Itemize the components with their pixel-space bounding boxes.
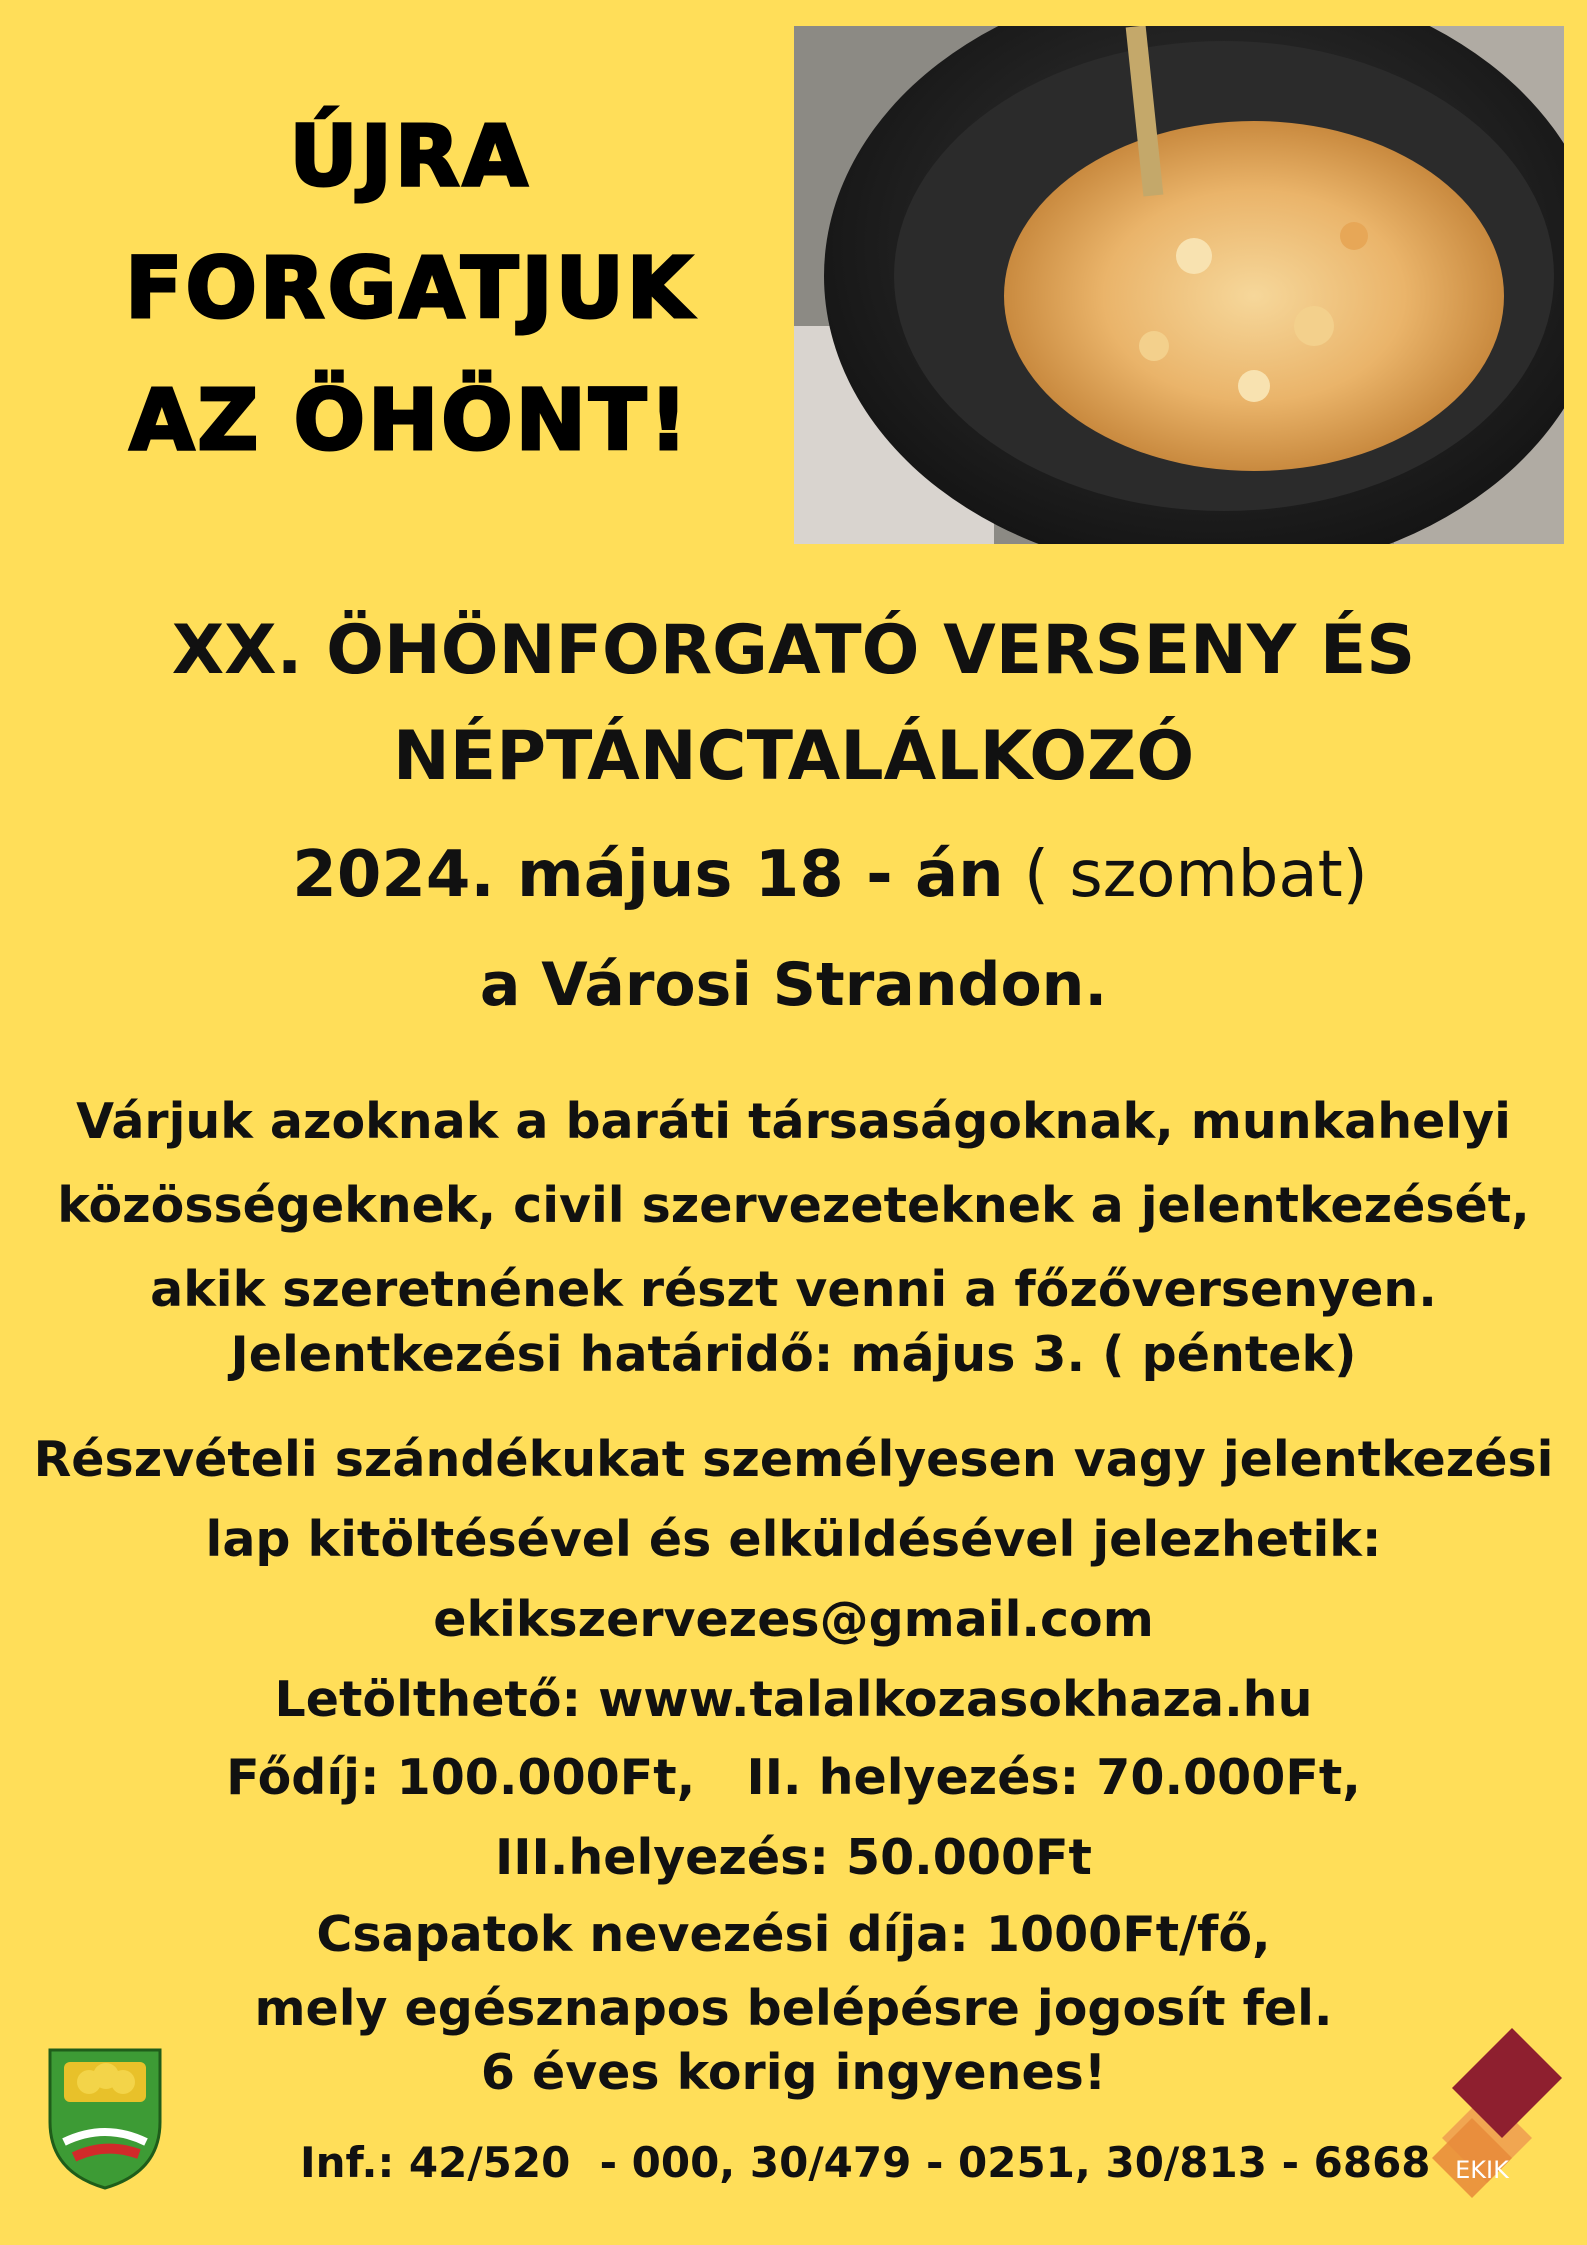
cauldron-image bbox=[794, 26, 1564, 544]
cauldron-photo bbox=[794, 26, 1564, 544]
download-link[interactable]: Letölthető: www.talalkozasokhaza.hu bbox=[274, 1671, 1313, 1728]
headline-line-1: ÚJRA bbox=[289, 107, 531, 205]
application-line: Részvételi szándékukat személyesen vagy jelentkezési bbox=[33, 1431, 1554, 1488]
event-venue: a Városi Strandon. bbox=[479, 950, 1108, 1020]
free-entry-note: 6 éves korig ingyenes! bbox=[480, 2044, 1107, 2101]
invitation-line: Várjuk azoknak a baráti társaságoknak, munkahelyi bbox=[76, 1093, 1511, 1150]
event-date-day: ( szombat) bbox=[1003, 838, 1368, 912]
invitation-line: közösségeknek, civil szervezeteknek a jelentkezését, bbox=[57, 1177, 1530, 1234]
ekik-logo bbox=[1412, 2018, 1572, 2208]
application-line: lap kitöltésével és elküldésével jelezhetik: bbox=[205, 1511, 1382, 1568]
headline bbox=[60, 90, 760, 486]
headline-line-3: AZ ÖHÖNT! bbox=[129, 371, 691, 469]
application-deadline: Jelentkezési határidő: május 3. ( péntek) bbox=[230, 1326, 1357, 1383]
contact-phones: Inf.: 42/520 - 000, 30/479 - 0251, 30/813 - 6868 bbox=[300, 2138, 1431, 2187]
ekik-logo-icon bbox=[1412, 2018, 1572, 2208]
event-title-line-2: NÉPTÁNCTALÁLKOZÓ bbox=[392, 717, 1195, 796]
event-title-line-1: XX. ÖHÖNFORGATÓ VERSENY ÉS bbox=[171, 611, 1416, 690]
prizes-line-2: III.helyezés: 50.000Ft bbox=[495, 1829, 1092, 1886]
entry-fee-line-1: Csapatok nevezési díja: 1000Ft/fő, bbox=[316, 1906, 1271, 1963]
prizes bbox=[0, 1738, 1587, 1898]
entry-fee-line-2: mely egésznapos belépésre jogosít fel. bbox=[254, 1980, 1333, 2037]
event-title bbox=[0, 598, 1587, 810]
event-date-main: 2024. május 18 - án bbox=[292, 838, 1004, 912]
headline-line-2: FORGATJUK bbox=[125, 239, 695, 337]
event-date bbox=[280, 838, 1380, 912]
crest-icon bbox=[44, 2042, 166, 2192]
entry-fee bbox=[0, 1898, 1587, 2046]
prizes-line-1: Fődíj: 100.000Ft, II. helyezés: 70.000Ft, bbox=[226, 1749, 1361, 1806]
invitation-text bbox=[0, 1080, 1587, 1332]
contact-email[interactable]: ekikszervezes@gmail.com bbox=[433, 1591, 1154, 1648]
town-crest-logo bbox=[44, 2042, 166, 2192]
invitation-line: akik szeretnének részt venni a főzőversenyen. bbox=[150, 1261, 1437, 1318]
application-info bbox=[0, 1420, 1587, 1740]
ekik-logo-text: EKIK bbox=[1455, 2156, 1509, 2184]
